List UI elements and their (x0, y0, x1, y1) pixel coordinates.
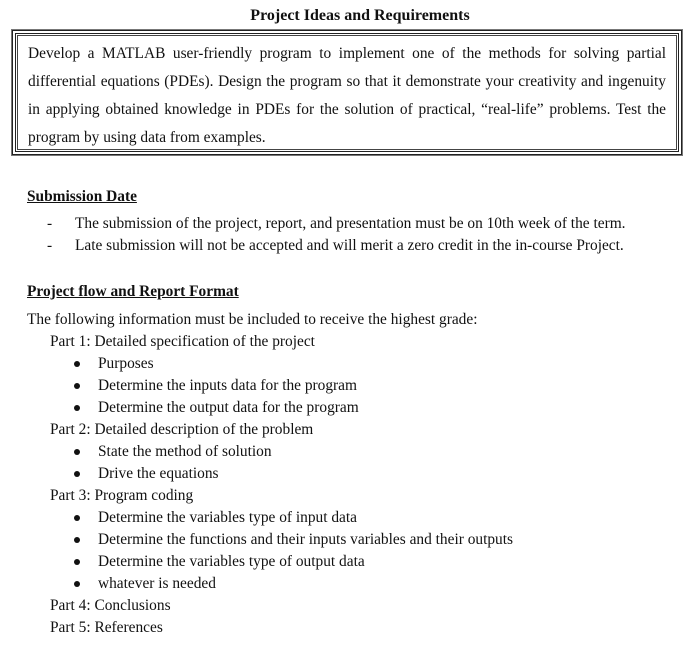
bullet-text: Determine the functions and their inputs variables and their outputs (98, 531, 514, 548)
list-item (27, 441, 513, 463)
part-2-bullets (27, 441, 513, 485)
submission-rule-late: Late submission will not be accepted and will merit a zero credit in the in-course Project. (75, 237, 624, 254)
project-description-text: Develop a MATLAB user-friendly program to implement one of the methods for solving partial differential equations (PDEs). Design the program so that it demonstrate your creativity and ingenuity in applying obtained knowledge in PDEs for the solution of practical, “real-life” problems. Test the program by using data from examples. (28, 45, 666, 146)
list-item (27, 529, 513, 551)
project-flow-body (27, 309, 513, 639)
bullet-dot (74, 405, 80, 411)
part-3-bullets (27, 507, 513, 595)
bullet-text: Determine the output data for the program (98, 399, 359, 416)
project-description-box (12, 30, 682, 155)
bullet-dot (74, 515, 80, 521)
part-3-label: Part 3: Program coding (50, 487, 194, 504)
bullet-dot (74, 559, 80, 565)
project-flow-intro: The following information must be included to receive the highest grade: (27, 311, 478, 328)
bullet-dot (74, 449, 80, 455)
list-item (27, 507, 513, 529)
part-5-label: Part 5: References (50, 619, 163, 636)
dash-marker: - (47, 237, 53, 254)
part-1-bullets (27, 353, 513, 419)
page-title: Project Ideas and Requirements (250, 7, 470, 24)
list-item (27, 551, 513, 573)
bullet-dot (74, 537, 80, 543)
list-item (27, 353, 513, 375)
part-1-label: Part 1: Detailed specification of the project (50, 333, 315, 350)
part-4-label: Part 4: Conclusions (50, 597, 171, 614)
bullet-text: State the method of solution (98, 443, 272, 460)
submission-rule-deadline: The submission of the project, report, and presentation must be on 10th week of the term. (75, 215, 626, 232)
bullet-text: Drive the equations (98, 465, 219, 482)
list-item (27, 375, 513, 397)
project-flow-heading: Project flow and Report Format (27, 283, 239, 300)
bullet-dot (74, 383, 80, 389)
part-2-label: Part 2: Detailed description of the problem (50, 421, 314, 438)
list-item (27, 397, 513, 419)
bullet-text: Purposes (98, 355, 154, 372)
dash-marker: - (47, 215, 53, 232)
list-item (47, 235, 626, 257)
bullet-text: whatever is needed (98, 575, 216, 592)
bullet-text: Determine the inputs data for the program (98, 377, 357, 394)
bullet-dot (74, 471, 80, 477)
list-item (27, 463, 513, 485)
list-item (27, 573, 513, 595)
list-item (47, 213, 626, 235)
bullet-text: Determine the variables type of output data (98, 553, 365, 570)
bullet-text: Determine the variables type of input data (98, 509, 357, 526)
bullet-dot (74, 581, 80, 587)
submission-rules-list (47, 213, 626, 257)
submission-date-heading: Submission Date (27, 188, 137, 205)
bullet-dot (74, 361, 80, 367)
